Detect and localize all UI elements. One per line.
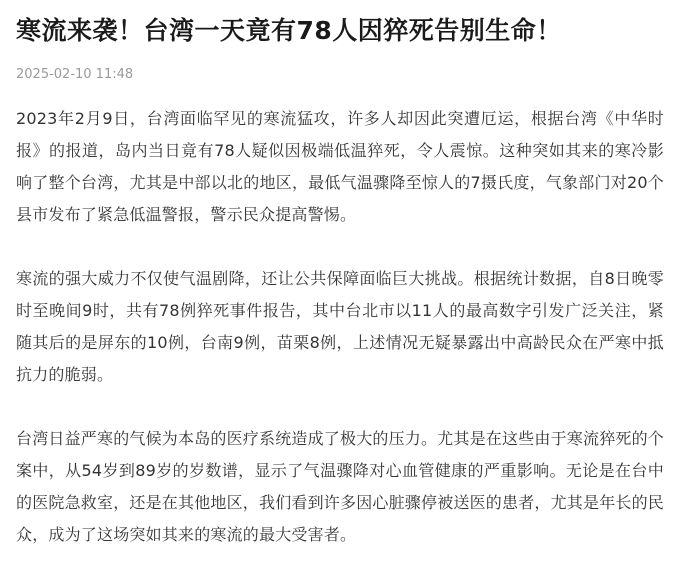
article	[16, 0, 664, 583]
article-title: 寒流来袭！台湾一天竟有78人因猝死告别生命！	[16, 16, 562, 45]
paragraph-1: 2023年2月9日，台湾面临罕见的寒流猛攻，许多人却因此突遭厄运，根据台湾《中华时报》的报道，岛内当日竟有78人疑似因极端低温猝死，令人震惊。这种突如其来的寒冷影响了整个台湾，尤其是中部以北的地区，最低气温骤降至惊人的7摄氏度，气象部门对20个县市发布了紧急低温警报，警示民众提高警惕。	[16, 109, 664, 224]
article-body	[16, 103, 664, 551]
paragraph-3: 台湾日益严寒的气候为本岛的医疗系统造成了极大的压力。尤其是在这些由于寒流猝死的个案中，从54岁到89岁的岁数谱，显示了气温骤降对心血管健康的严重影响。无论是在台中的医院急救室，还是在其他地区，我们看到许多因心脏骤停被送医的患者，尤其是年长的民众，成为了这场突如其来的寒流的最大受害者。	[16, 429, 665, 544]
publish-date: 2025-02-10 11:48	[16, 67, 134, 82]
paragraph-2: 寒流的强大威力不仅使气温剧降，还让公共保障面临巨大挑战。根据统计数据，自8日晚零时至晚间9时，共有78例猝死事件报告，其中台北市以11人的最高数字引发广泛关注，紧随其后的是屏东的10例，台南9例，苗栗8例，上述情况无疑暴露出中高龄民众在严寒中抵抗力的脆弱。	[16, 269, 664, 384]
